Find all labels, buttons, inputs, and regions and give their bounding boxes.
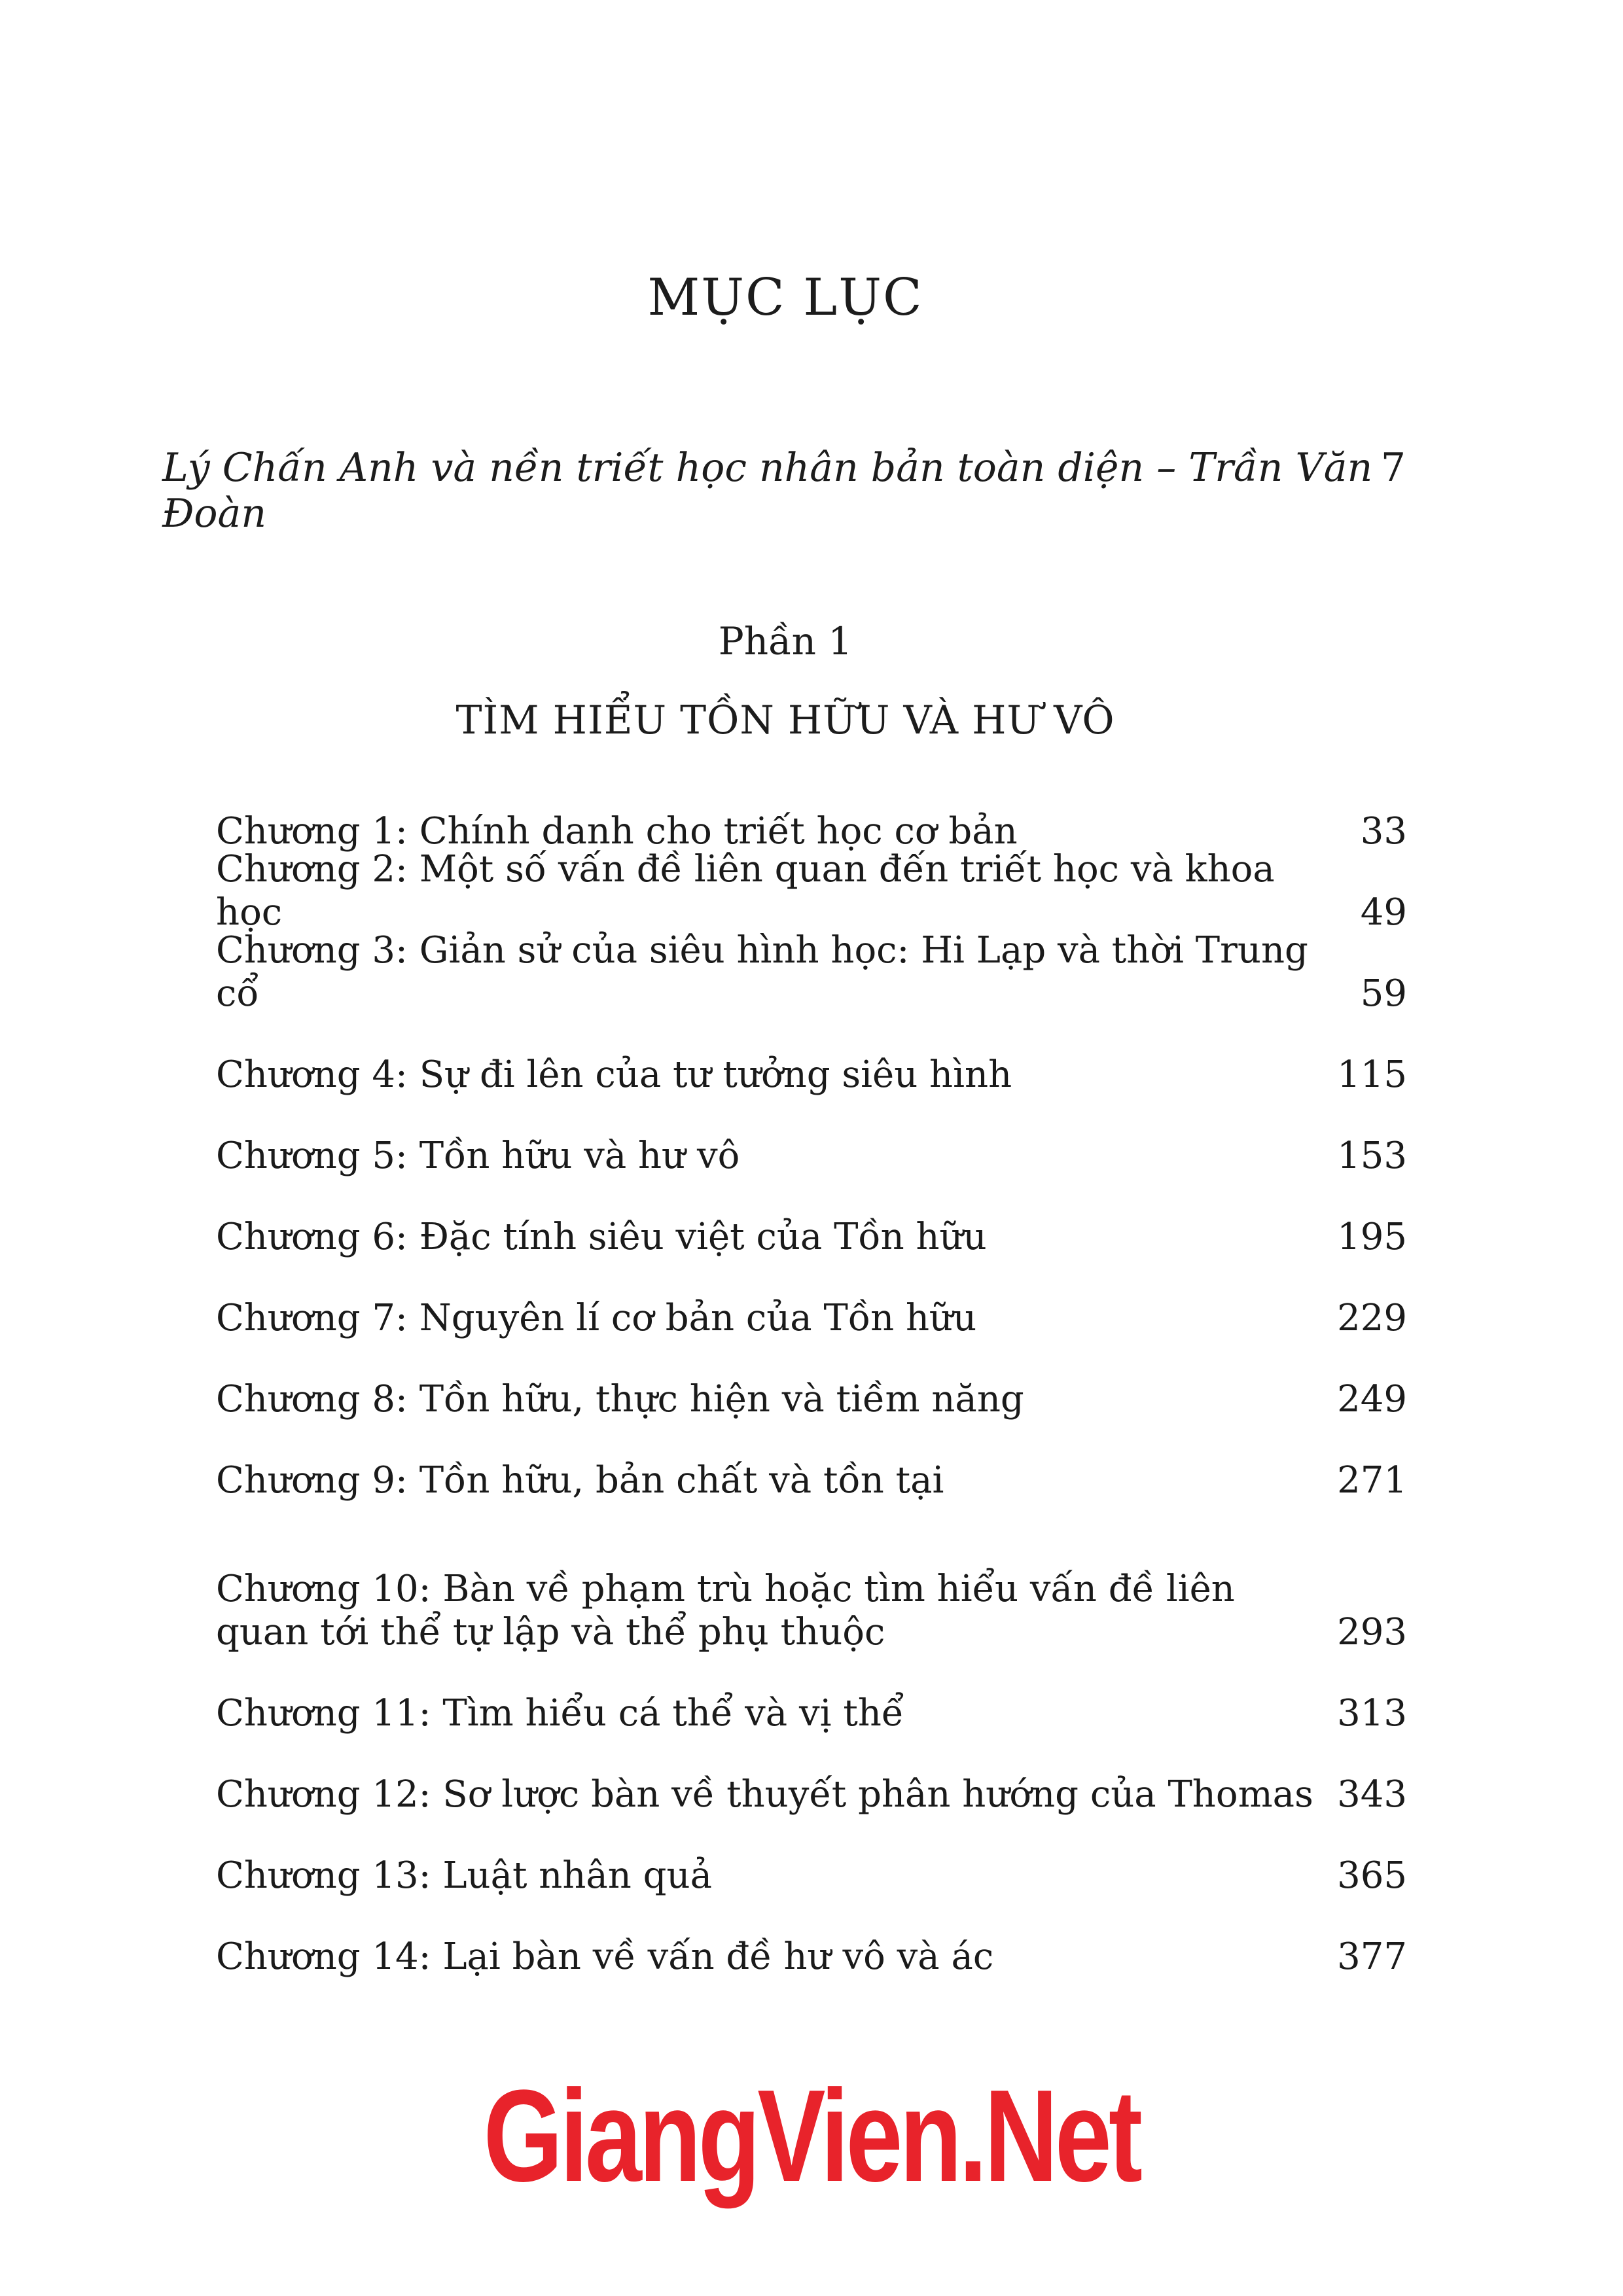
chapter-page-number: 49 bbox=[1360, 891, 1407, 934]
chapter-title: Chương 10: Bàn về phạm trù hoặc tìm hiểu vấn đề liên quan tới thể tự lập và thể phụ thuộc bbox=[216, 1568, 1235, 1653]
chapter-title: Chương 2: Một số vấn đề liên quan đến triết học và khoa học bbox=[216, 848, 1275, 934]
toc-entry bbox=[216, 1016, 1407, 1097]
toc-entry bbox=[216, 1178, 1407, 1259]
toc-entry bbox=[216, 1898, 1407, 1979]
chapter-page-number: 293 bbox=[1337, 1611, 1407, 1653]
chapter-page-number: 249 bbox=[1337, 1378, 1407, 1421]
chapter-title: Chương 8: Tồn hữu, thực hiện và tiềm năng bbox=[216, 1378, 1024, 1421]
chapter-page-number: 377 bbox=[1337, 1935, 1407, 1978]
chapter-title: Chương 12: Sơ lược bàn về thuyết phân hướng của Thomas bbox=[216, 1773, 1313, 1816]
chapter-page-number: 271 bbox=[1337, 1459, 1407, 1502]
chapter-page-number: 195 bbox=[1337, 1216, 1407, 1258]
part-title: TÌM HIỂU TỒN HỮU VÀ HƯ VÔ bbox=[455, 698, 1115, 743]
chapter-page-number: 365 bbox=[1337, 1854, 1407, 1897]
chapter-page-number: 59 bbox=[1360, 972, 1407, 1015]
toc-entry bbox=[216, 1259, 1407, 1340]
chapter-title: Chương 5: Tồn hữu và hư vô bbox=[216, 1135, 740, 1177]
toc-entry bbox=[216, 1502, 1407, 1654]
part-label: Phần 1 bbox=[718, 619, 853, 663]
toc-entry bbox=[216, 1340, 1407, 1421]
toc-entry bbox=[216, 1735, 1407, 1816]
chapter-page-number: 33 bbox=[1360, 810, 1407, 853]
preface-page-number: 7 bbox=[1380, 445, 1406, 491]
chapter-page-number: 229 bbox=[1337, 1297, 1407, 1339]
chapter-title: Chương 1: Chính danh cho triết học cơ bản bbox=[216, 810, 1018, 853]
chapter-title: Chương 4: Sự đi lên của tư tưởng siêu hình bbox=[216, 1053, 1012, 1096]
toc-entry bbox=[216, 1816, 1407, 1898]
preface-title: Lý Chấn Anh và nền triết học nhân bản toàn diện – Trần Văn Đoàn bbox=[162, 445, 1373, 537]
chapter-title: Chương 9: Tồn hữu, bản chất và tồn tại bbox=[216, 1459, 944, 1502]
chapter-page-number: 153 bbox=[1337, 1135, 1407, 1177]
toc-entry bbox=[216, 772, 1407, 853]
toc-entry bbox=[216, 1654, 1407, 1735]
table-of-contents bbox=[216, 772, 1407, 1979]
toc-entry bbox=[216, 929, 1407, 1016]
chapter-title: Chương 14: Lại bàn về vấn đề hư vô và ác bbox=[216, 1935, 994, 1978]
chapter-title: Chương 11: Tìm hiểu cá thể và vị thể bbox=[216, 1692, 904, 1735]
chapter-page-number: 313 bbox=[1337, 1692, 1407, 1735]
toc-entry bbox=[216, 1097, 1407, 1178]
preface-entry bbox=[162, 445, 1406, 537]
chapter-title: Chương 13: Luật nhân quả bbox=[216, 1854, 712, 1897]
chapter-page-number: 115 bbox=[1337, 1053, 1407, 1096]
chapter-title: Chương 3: Giản sử của siêu hình học: Hi Lạp và thời Trung cổ bbox=[216, 929, 1308, 1015]
toc-entry bbox=[216, 1421, 1407, 1502]
page-title: MỤC LỤC bbox=[647, 268, 923, 327]
chapter-title: Chương 7: Nguyên lí cơ bản của Tồn hữu bbox=[216, 1297, 977, 1339]
watermark-logo: GiangVien.Net bbox=[483, 2063, 1140, 2209]
chapter-title: Chương 6: Đặc tính siêu việt của Tồn hữu bbox=[216, 1216, 987, 1258]
chapter-page-number: 343 bbox=[1337, 1773, 1407, 1816]
toc-entry bbox=[216, 848, 1407, 934]
